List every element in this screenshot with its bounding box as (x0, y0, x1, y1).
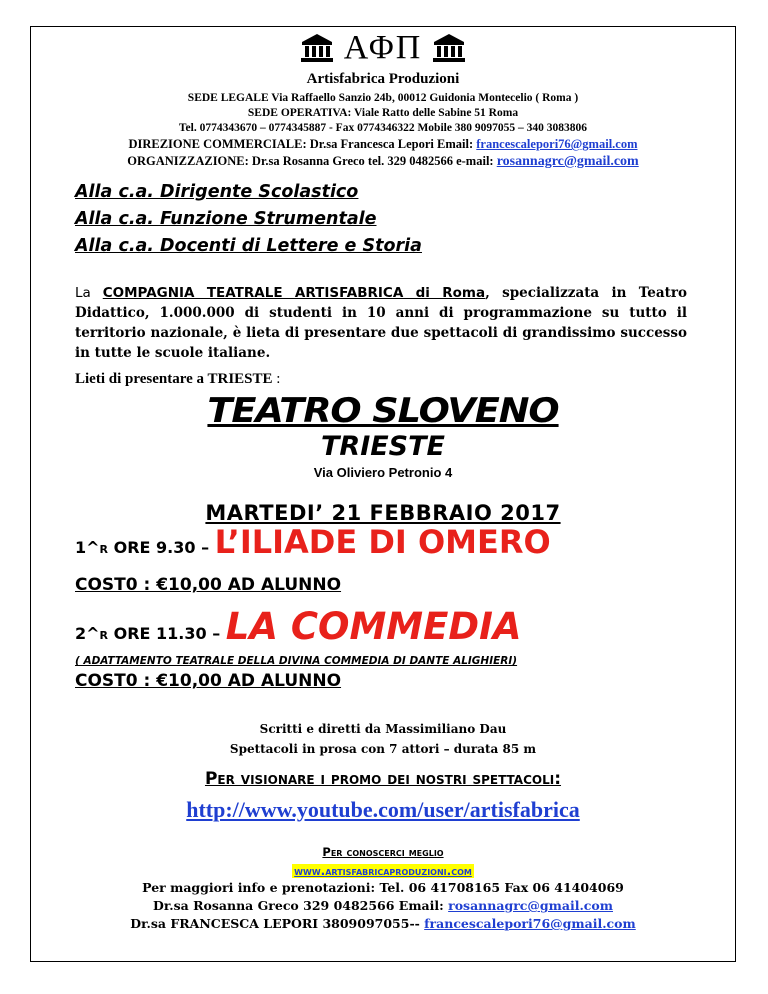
show-2-title: LA COMMEDIA (225, 605, 522, 648)
time-prefix: 2^ (75, 624, 100, 643)
show-2-time (75, 624, 226, 643)
credits-line: Spettacoli in prosa con 7 attori – durata 85 m (229, 742, 537, 756)
time-rest: ORE 9.30 – (108, 538, 215, 557)
promo-heading: Per visionare i promo dei nostri spettacoli: (204, 769, 562, 789)
addressee-line: Alla c.a. Docenti di Lettere e Storia (75, 236, 422, 256)
time-small: R (99, 543, 109, 556)
credits (31, 719, 735, 759)
promo-url (31, 797, 735, 823)
intro-company: COMPAGNIA TEATRALE ARTISFABRICA di Roma (102, 285, 486, 301)
organizzazione-email-link[interactable]: rosannagrc@gmail.com (496, 154, 639, 169)
header-line-organizzazione (31, 153, 735, 170)
lieti-text: Lieti di presentare a TRIESTE (75, 371, 277, 387)
direzione-label: DIREZIONE COMMERCIALE: Dr.sa Francesca Lepori Email: (128, 137, 477, 151)
intro-la: La (75, 285, 103, 301)
direzione-email-link[interactable]: francescalepori76@gmail.com (476, 137, 638, 151)
show-1-cost: COST0 : €10,00 AD ALUNNO (75, 575, 342, 595)
organizzazione-label: ORGANIZZAZIONE: Dr.sa Rosanna Greco tel. 329 0482566 e-mail: (127, 154, 497, 168)
addressee-line: Alla c.a. Dirigente Scolastico (75, 182, 359, 202)
intro-paragraph (75, 283, 687, 363)
show-1-title: L’ILIADE DI OMERO (214, 523, 551, 561)
show-2-note: ( ADATTAMENTO TEATRALE DELLA DIVINA COMMEDIA DI DANTE ALIGHIERI) (75, 655, 518, 667)
contacts (31, 879, 735, 933)
credits-line: Scritti e diretti da Massimiliano Dau (259, 722, 507, 736)
show-1 (75, 523, 551, 561)
document-frame (30, 26, 736, 962)
know-us-heading: Per conoscerci meglio (322, 845, 444, 859)
intro-rest: , specializzata in Teatro Didattico, 1.000.000 di studenti in 10 anni di programmazione su tutto il territorio nazionale, è lieta di presentare due spettacoli di grandissimo successo in tutte le scuole italiane. (75, 285, 687, 361)
addressee-line: Alla c.a. Funzione Strumentale (75, 209, 377, 229)
header-info (31, 91, 735, 170)
header-line-phones: Tel. 0774343670 – 0774345887 - Fax 0774346322 Mobile 380 9097055 – 340 3083806 (178, 122, 588, 134)
venue-city: TRIESTE (320, 431, 445, 462)
event-date: MARTEDI’ 21 FEBBRAIO 2017 (205, 501, 561, 525)
temple-icon (300, 33, 334, 63)
venue-address: Via Oliviero Petronio 4 (313, 465, 453, 480)
show-2-cost: COST0 : €10,00 AD ALUNNO (75, 671, 342, 691)
logo-text: ΑΦΠ (343, 29, 423, 66)
venue-name: TEATRO SLOVENO (207, 391, 559, 431)
addressees (75, 179, 422, 260)
contacts-line-1: Per maggiori info e prenotazioni: Tel. 06 41708165 Fax 06 41404069 (142, 880, 624, 895)
website-link[interactable]: www.artisfabricaproduzioni.com (294, 864, 472, 878)
show-1-time (75, 538, 215, 557)
header-line-operativa: SEDE OPERATIVA: Viale Ratto delle Sabine 51 Roma (247, 107, 519, 119)
lieti-line (75, 371, 280, 388)
greco-label: Dr.sa Rosanna Greco 329 0482566 Email: (153, 898, 449, 913)
lieti-colon: : (276, 371, 281, 387)
contacts-line-3 (31, 915, 735, 933)
company-name: Artisfabrica Produzioni (306, 71, 460, 87)
lepori-label: Dr.sa FRANCESCA LEPORI 3809097055-- (130, 916, 425, 931)
header-line-legal: SEDE LEGALE Via Raffaello Sanzio 24b, 00012 Guidonia Montecelio ( Roma ) (187, 92, 579, 104)
contacts-line-2 (31, 897, 735, 915)
time-small: R (99, 629, 109, 642)
website (31, 862, 735, 880)
show-2 (75, 605, 522, 648)
logo-row (31, 31, 735, 65)
greco-email-link[interactable]: rosannagrc@gmail.com (448, 898, 613, 913)
header-line-direzione (31, 136, 735, 153)
time-prefix: 1^ (75, 538, 100, 557)
lepori-email-link[interactable]: francescalepori76@gmail.com (424, 916, 636, 931)
time-rest: ORE 11.30 – (108, 624, 226, 643)
youtube-link[interactable]: http://www.youtube.com/user/artisfabrica (186, 797, 580, 822)
temple-icon (432, 33, 466, 63)
